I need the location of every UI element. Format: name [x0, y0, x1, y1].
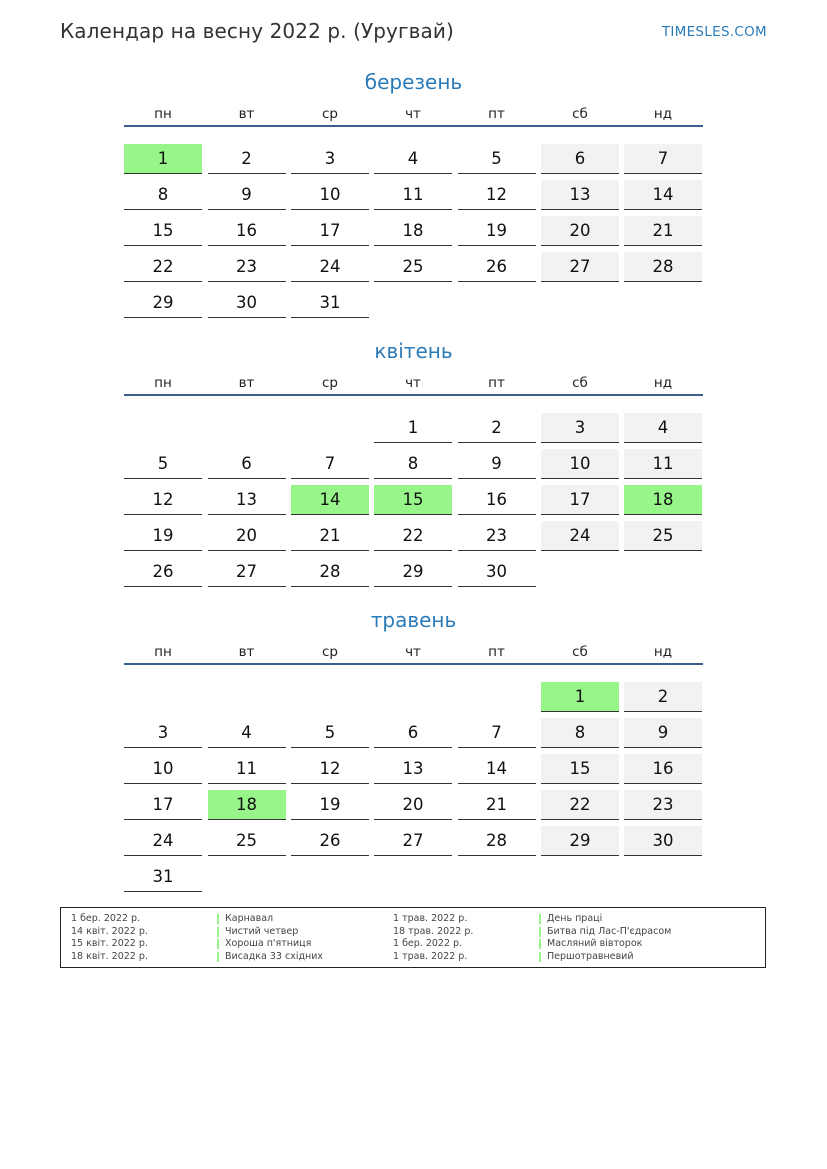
header-divider	[124, 125, 703, 127]
day-cell: 14	[458, 754, 536, 784]
day-cell: 22	[124, 252, 202, 282]
weekday-label: пт	[488, 106, 505, 122]
day-cell: 13	[208, 485, 286, 515]
day-cell: 4	[374, 144, 452, 174]
weekday-label: вт	[238, 106, 255, 122]
day-cell: 3	[124, 718, 202, 748]
day-cell: 20	[541, 216, 619, 246]
month-calendar	[124, 339, 703, 581]
weekday-label: пт	[488, 375, 505, 391]
day-cell: 28	[458, 826, 536, 856]
weekday-label: нд	[653, 644, 673, 660]
legend-marker	[539, 939, 541, 949]
header-divider	[124, 663, 703, 665]
day-cell: 31	[291, 288, 369, 318]
day-cell: 9	[208, 180, 286, 210]
legend-date: 14 квіт. 2022 р.	[71, 925, 148, 937]
day-cell: 12	[124, 485, 202, 515]
day-cell: 29	[374, 557, 452, 587]
day-cell: 22	[541, 790, 619, 820]
day-cell: 24	[541, 521, 619, 551]
day-cell: 24	[124, 826, 202, 856]
holiday-day-cell: 1	[541, 682, 619, 712]
day-cell: 16	[624, 754, 702, 784]
weekday-label: нд	[653, 106, 673, 122]
day-cell: 10	[541, 449, 619, 479]
day-cell: 2	[624, 682, 702, 712]
day-cell: 17	[291, 216, 369, 246]
day-cell: 30	[458, 557, 536, 587]
day-cell: 15	[124, 216, 202, 246]
weekday-label: чт	[405, 644, 421, 660]
day-cell: 23	[624, 790, 702, 820]
day-cell: 22	[374, 521, 452, 551]
day-cell: 27	[374, 826, 452, 856]
legend-marker	[539, 927, 541, 937]
day-cell: 8	[374, 449, 452, 479]
day-cell: 1	[374, 413, 452, 443]
weekday-header	[124, 106, 703, 124]
day-cell: 25	[208, 826, 286, 856]
day-cell: 26	[291, 826, 369, 856]
day-cell: 13	[541, 180, 619, 210]
legend-date: 1 бер. 2022 р.	[71, 913, 141, 924]
holiday-legend	[60, 907, 766, 968]
day-cell: 21	[291, 521, 369, 551]
legend-holiday-name: Чистий четвер	[225, 925, 299, 937]
month-name: квітень	[374, 339, 453, 363]
legend-date: 15 квіт. 2022 р.	[71, 938, 148, 950]
day-cell: 2	[458, 413, 536, 443]
day-cell: 27	[208, 557, 286, 587]
day-cell: 16	[208, 216, 286, 246]
day-cell: 20	[208, 521, 286, 551]
holiday-day-cell: 18	[624, 485, 702, 515]
day-cell: 10	[124, 754, 202, 784]
day-cell: 20	[374, 790, 452, 820]
day-cell: 28	[291, 557, 369, 587]
day-cell: 21	[458, 790, 536, 820]
day-cell: 9	[624, 718, 702, 748]
weekday-label: вт	[238, 644, 255, 660]
day-cell: 17	[541, 485, 619, 515]
month-name: травень	[370, 608, 457, 632]
day-cell: 15	[541, 754, 619, 784]
header-divider	[124, 394, 703, 396]
weekday-label: чт	[405, 375, 421, 391]
weekday-label: ср	[322, 375, 338, 391]
weekday-header	[124, 644, 703, 662]
day-cell: 8	[541, 718, 619, 748]
day-cell: 19	[458, 216, 536, 246]
weekday-label: вт	[238, 375, 255, 391]
weekday-label: чт	[405, 106, 421, 122]
brand-link[interactable]: TIMESLES.COM	[661, 24, 767, 40]
weekday-label: пн	[154, 106, 172, 122]
legend-date: 1 трав. 2022 р.	[393, 913, 468, 924]
page-title: Календар на весну 2022 р. (Уругвай)	[60, 19, 454, 43]
legend-holiday-name: Хороша п'ятниця	[225, 938, 312, 950]
day-cell: 8	[124, 180, 202, 210]
day-cell: 29	[124, 288, 202, 318]
weekday-label: пн	[154, 644, 172, 660]
day-cell: 3	[541, 413, 619, 443]
day-cell: 29	[541, 826, 619, 856]
day-cell: 23	[208, 252, 286, 282]
legend-holiday-name: Масляний вівторок	[547, 938, 643, 950]
month-name: березень	[364, 70, 463, 94]
day-cell: 9	[458, 449, 536, 479]
legend-marker	[217, 927, 219, 937]
legend-date: 18 квіт. 2022 р.	[71, 951, 148, 963]
day-cell: 12	[458, 180, 536, 210]
day-cell: 10	[291, 180, 369, 210]
weekday-label: сб	[572, 375, 588, 391]
legend-marker	[217, 914, 219, 924]
weekday-label: пт	[488, 644, 505, 660]
day-cell: 11	[374, 180, 452, 210]
legend-date: 1 трав. 2022 р.	[393, 951, 468, 963]
day-cell: 24	[291, 252, 369, 282]
month-calendar	[124, 608, 703, 886]
legend-holiday-name: Першотравневий	[547, 951, 634, 963]
day-cell: 5	[124, 449, 202, 479]
day-cell: 6	[374, 718, 452, 748]
day-cell: 25	[624, 521, 702, 551]
weekday-label: нд	[653, 375, 673, 391]
legend-marker	[539, 914, 541, 924]
weekday-label: сб	[572, 644, 588, 660]
day-cell: 4	[208, 718, 286, 748]
legend-holiday-name: Карнавал	[225, 913, 274, 924]
day-cell: 26	[458, 252, 536, 282]
day-cell: 11	[624, 449, 702, 479]
legend-holiday-name: Висадка 33 східних	[225, 951, 324, 963]
day-cell: 4	[624, 413, 702, 443]
day-cell: 26	[124, 557, 202, 587]
holiday-day-cell: 1	[124, 144, 202, 174]
day-cell: 18	[374, 216, 452, 246]
day-cell: 19	[291, 790, 369, 820]
day-cell: 27	[541, 252, 619, 282]
weekday-header	[124, 375, 703, 393]
weekday-label: пн	[154, 375, 172, 391]
legend-marker	[217, 939, 219, 949]
holiday-day-cell: 18	[208, 790, 286, 820]
day-cell: 25	[374, 252, 452, 282]
day-cell: 7	[624, 144, 702, 174]
day-cell: 5	[291, 718, 369, 748]
legend-date: 18 трав. 2022 р.	[393, 925, 474, 937]
day-cell: 17	[124, 790, 202, 820]
day-cell: 19	[124, 521, 202, 551]
legend-holiday-name: День праці	[547, 913, 603, 924]
legend-marker	[539, 952, 541, 962]
day-cell: 6	[541, 144, 619, 174]
day-cell: 7	[291, 449, 369, 479]
day-cell: 11	[208, 754, 286, 784]
legend-holiday-name: Битва під Лас-П'єдрасом	[547, 925, 672, 937]
weekday-label: ср	[322, 644, 338, 660]
day-cell: 5	[458, 144, 536, 174]
day-cell: 12	[291, 754, 369, 784]
day-cell: 3	[291, 144, 369, 174]
holiday-day-cell: 15	[374, 485, 452, 515]
weekday-label: сб	[572, 106, 588, 122]
holiday-day-cell: 14	[291, 485, 369, 515]
day-cell: 30	[624, 826, 702, 856]
day-cell: 6	[208, 449, 286, 479]
day-cell: 21	[624, 216, 702, 246]
day-cell: 7	[458, 718, 536, 748]
month-calendar	[124, 70, 703, 312]
day-cell: 13	[374, 754, 452, 784]
day-cell: 14	[624, 180, 702, 210]
day-cell: 16	[458, 485, 536, 515]
legend-marker	[217, 952, 219, 962]
day-cell: 23	[458, 521, 536, 551]
day-cell: 30	[208, 288, 286, 318]
day-cell: 31	[124, 862, 202, 892]
weekday-label: ср	[322, 106, 338, 122]
legend-date: 1 бер. 2022 р.	[393, 938, 463, 950]
day-cell: 28	[624, 252, 702, 282]
day-cell: 2	[208, 144, 286, 174]
